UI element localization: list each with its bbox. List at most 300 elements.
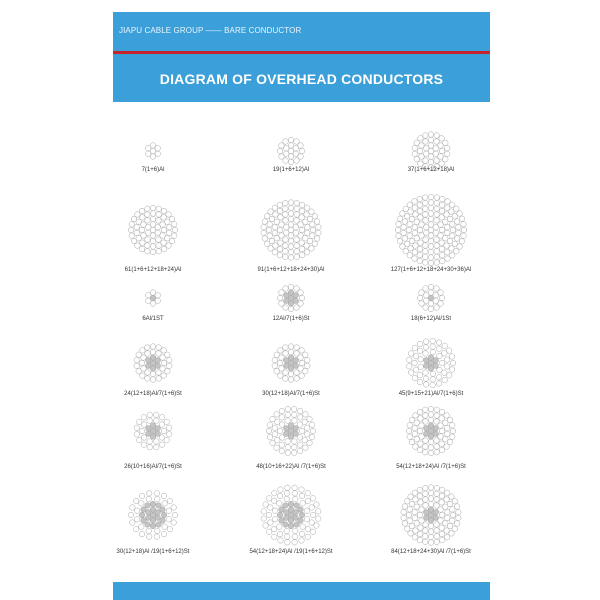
aluminium-strand (283, 370, 289, 376)
aluminium-strand (272, 363, 278, 369)
aluminium-strand (277, 524, 283, 530)
aluminium-strand (428, 540, 434, 546)
aluminium-strand (423, 407, 429, 413)
aluminium-strand (145, 151, 151, 157)
aluminium-strand (457, 211, 463, 217)
aluminium-strand (279, 422, 285, 428)
aluminium-strand (423, 133, 429, 139)
aluminium-strand (291, 406, 297, 412)
aluminium-strand (457, 244, 463, 250)
aluminium-strand (418, 161, 424, 167)
aluminium-strand (412, 151, 418, 157)
aluminium-strand (294, 286, 300, 292)
aluminium-strand (288, 137, 294, 143)
aluminium-strand (402, 504, 408, 510)
aluminium-strand (137, 419, 143, 425)
aluminium-strand (161, 215, 167, 221)
aluminium-strand (139, 493, 145, 499)
aluminium-strand (304, 205, 310, 211)
aluminium-strand (299, 487, 305, 493)
aluminium-strand (439, 512, 445, 518)
aluminium-strand (298, 290, 304, 296)
aluminium-strand (263, 502, 269, 508)
aluminium-strand (417, 537, 423, 543)
conductor-label: 6Al/1ST (142, 316, 164, 322)
aluminium-strand (140, 215, 146, 221)
aluminium-strand (423, 376, 429, 382)
steel-strand (160, 518, 166, 524)
conductor-label: 37(1+6+12+18)Al (407, 167, 455, 173)
aluminium-strand (428, 534, 434, 540)
aluminium-strand (434, 249, 440, 255)
aluminium-strand (423, 528, 429, 534)
aluminium-strand (278, 240, 284, 246)
aluminium-strand (266, 428, 272, 434)
aluminium-strand (294, 376, 300, 382)
aluminium-strand (439, 447, 445, 453)
aluminium-strand (274, 352, 280, 358)
aluminium-strand (146, 496, 152, 502)
aluminium-strand (167, 363, 173, 369)
aluminium-strand (297, 435, 303, 441)
aluminium-strand (439, 246, 445, 252)
aluminium-strand (444, 528, 450, 534)
aluminium-strand (400, 244, 406, 250)
aluminium-strand (285, 540, 291, 546)
aluminium-strand (285, 439, 291, 445)
steel-strand (279, 507, 285, 513)
aluminium-strand (428, 306, 434, 312)
aluminium-strand (145, 206, 151, 212)
aluminium-strand (428, 445, 434, 451)
aluminium-strand (449, 531, 455, 537)
aluminium-strand (444, 535, 450, 541)
aluminium-strand (407, 253, 413, 259)
aluminium-strand (133, 526, 139, 532)
aluminium-strand (136, 369, 142, 375)
aluminium-strand (299, 246, 305, 252)
aluminium-strand (141, 442, 147, 448)
aluminium-strand (135, 243, 141, 249)
aluminium-strand (155, 496, 161, 502)
aluminium-strand (434, 438, 440, 444)
aluminium-strand (404, 499, 410, 505)
aluminium-strand (445, 515, 451, 521)
aluminium-strand (139, 208, 145, 214)
aluminium-strand (292, 491, 298, 497)
aluminium-strand (264, 241, 270, 247)
aluminium-strand (412, 256, 418, 262)
aluminium-strand (419, 301, 425, 307)
aluminium-strand (428, 255, 434, 261)
aluminium-strand (268, 246, 274, 252)
aluminium-strand (171, 520, 177, 526)
conductor-cross-section (277, 137, 305, 165)
aluminium-strand (139, 531, 145, 537)
aluminium-strand (309, 505, 315, 511)
aluminium-strand (146, 534, 152, 540)
aluminium-strand (434, 254, 440, 260)
aluminium-strand (428, 205, 434, 211)
aluminium-strand (403, 206, 409, 212)
aluminium-strand (428, 529, 434, 535)
aluminium-strand (299, 215, 305, 221)
aluminium-strand (155, 293, 161, 299)
aluminium-strand (139, 524, 145, 530)
aluminium-strand (298, 143, 304, 149)
aluminium-strand (162, 501, 168, 507)
aluminium-strand (417, 227, 423, 233)
aluminium-strand (423, 206, 429, 212)
aluminium-strand (164, 437, 170, 443)
aluminium-strand (133, 498, 139, 504)
aluminium-strand (283, 305, 289, 311)
steel-strand (283, 522, 289, 528)
aluminium-strand (285, 412, 291, 418)
aluminium-strand (434, 158, 440, 164)
aluminium-strand (452, 499, 458, 505)
aluminium-strand (277, 252, 283, 258)
aluminium-strand (408, 494, 414, 500)
aluminium-strand (159, 435, 165, 441)
aluminium-strand (401, 230, 407, 236)
aluminium-strand (417, 409, 423, 415)
aluminium-strand (156, 237, 162, 243)
aluminium-strand (155, 146, 161, 152)
aluminium-strand (310, 512, 316, 518)
aluminium-strand (434, 444, 440, 450)
aluminium-strand (139, 428, 145, 434)
aluminium-strand (268, 520, 274, 526)
aluminium-strand (434, 407, 440, 413)
aluminium-strand (409, 439, 415, 445)
aluminium-strand (161, 493, 167, 499)
aluminium-strand (299, 538, 305, 544)
aluminium-strand (423, 218, 429, 224)
aluminium-strand (428, 244, 434, 250)
aluminium-strand (292, 439, 298, 445)
aluminium-strand (444, 357, 450, 363)
aluminium-strand (169, 238, 175, 244)
aluminium-strand (145, 351, 151, 357)
aluminium-strand (450, 512, 456, 518)
aluminium-strand (428, 412, 434, 418)
aluminium-strand (294, 212, 300, 218)
aluminium-strand (439, 428, 445, 434)
aluminium-strand (439, 360, 445, 366)
aluminium-strand (279, 290, 285, 296)
aluminium-strand (298, 154, 304, 160)
conductor-diagram-grid (113, 0, 490, 600)
steel-strand (298, 507, 304, 513)
aluminium-strand (303, 412, 309, 418)
aluminium-strand (304, 431, 310, 437)
steel-strand (294, 503, 300, 509)
aluminium-strand (154, 534, 160, 540)
aluminium-strand (436, 340, 442, 346)
aluminium-strand (423, 351, 429, 357)
aluminium-strand (283, 249, 289, 255)
aluminium-strand (145, 243, 151, 249)
aluminium-strand (430, 371, 436, 377)
aluminium-strand (291, 450, 297, 456)
steel-strand (150, 523, 156, 529)
aluminium-strand (167, 224, 173, 230)
aluminium-strand (312, 241, 318, 247)
aluminium-strand (456, 230, 462, 236)
aluminium-strand (154, 491, 160, 497)
aluminium-strand (434, 419, 440, 425)
aluminium-strand (288, 344, 294, 350)
aluminium-strand (128, 512, 134, 518)
aluminium-strand (428, 450, 434, 456)
conductor-label: 54(12+18+24)Al /7(1+6)St (396, 464, 466, 470)
aluminium-strand (299, 252, 305, 258)
aluminium-strand (150, 238, 156, 244)
aluminium-strand (447, 417, 453, 423)
conductor-cross-section (128, 205, 178, 255)
aluminium-strand (428, 238, 434, 244)
aluminium-strand (430, 377, 436, 383)
aluminium-strand (272, 357, 278, 363)
aluminium-strand (145, 345, 151, 351)
aluminium-strand (277, 246, 283, 252)
aluminium-strand (277, 295, 283, 301)
aluminium-strand (150, 249, 156, 255)
aluminium-strand (439, 161, 445, 167)
aluminium-strand (459, 216, 465, 222)
aluminium-strand (412, 509, 418, 515)
aluminium-strand (284, 534, 290, 540)
aluminium-strand (309, 434, 315, 440)
aluminium-strand (434, 413, 440, 419)
aluminium-strand (299, 373, 305, 379)
aluminium-strand (417, 246, 423, 252)
aluminium-strand (434, 497, 440, 503)
aluminium-strand (434, 528, 440, 534)
aluminium-strand (139, 501, 145, 507)
aluminium-strand (146, 528, 152, 534)
aluminium-strand (439, 136, 445, 142)
aluminium-strand (408, 531, 414, 537)
conductor-label: 30(12+18)Al /19(1+6+12)St (116, 549, 190, 555)
conductor-cross-section (261, 200, 321, 261)
aluminium-strand (412, 425, 418, 431)
aluminium-strand (304, 425, 310, 431)
aluminium-strand (292, 534, 298, 540)
aluminium-strand (305, 534, 311, 540)
aluminium-strand (439, 416, 445, 422)
aluminium-strand (418, 136, 424, 142)
aluminium-strand (172, 233, 178, 239)
aluminium-strand (417, 208, 423, 214)
aluminium-strand (270, 416, 276, 422)
aluminium-strand (417, 196, 423, 202)
aluminium-strand (283, 139, 289, 145)
aluminium-strand (304, 250, 310, 256)
aluminium-strand (267, 222, 273, 228)
aluminium-strand (412, 224, 418, 230)
aluminium-strand (147, 412, 153, 418)
aluminium-strand (434, 200, 440, 206)
aluminium-strand (139, 227, 145, 233)
aluminium-strand (284, 496, 290, 502)
aluminium-strand (442, 377, 448, 383)
aluminium-strand (413, 528, 419, 534)
aluminium-strand (264, 214, 270, 220)
aluminium-strand (407, 364, 413, 370)
conductor-label: 30(12+18)Al/7(1+6)St (262, 391, 320, 397)
aluminium-strand (444, 490, 450, 496)
aluminium-strand (461, 222, 467, 228)
aluminium-strand (439, 441, 445, 447)
aluminium-strand (277, 493, 283, 499)
aluminium-strand (423, 491, 429, 497)
aluminium-strand (439, 148, 445, 154)
aluminium-strand (417, 512, 423, 518)
aluminium-strand (437, 375, 443, 381)
conductor-cross-section (266, 406, 316, 455)
aluminium-strand (418, 500, 424, 506)
aluminium-strand (423, 260, 429, 266)
aluminium-strand (161, 208, 167, 214)
aluminium-strand (438, 290, 444, 296)
aluminium-strand (161, 531, 167, 537)
aluminium-strand (284, 528, 290, 534)
steel-strand (145, 522, 151, 528)
conductor-label: 48(10+16+22)Al /7(1+6)St (256, 464, 326, 470)
aluminium-strand (450, 428, 456, 434)
aluminium-strand (434, 491, 440, 497)
aluminium-strand (161, 240, 167, 246)
aluminium-strand (450, 507, 456, 513)
aluminium-strand (402, 521, 408, 527)
aluminium-strand (408, 370, 414, 376)
aluminium-strand (161, 373, 167, 379)
aluminium-strand (129, 233, 135, 239)
aluminium-strand (428, 496, 434, 502)
aluminium-strand (442, 351, 448, 357)
aluminium-strand (156, 218, 162, 224)
aluminium-strand (272, 250, 278, 256)
aluminium-strand (161, 428, 167, 434)
aluminium-strand (428, 501, 434, 507)
aluminium-strand (288, 205, 294, 211)
steel-strand (156, 522, 162, 528)
aluminium-strand (288, 284, 294, 290)
aluminium-strand (417, 531, 423, 537)
aluminium-strand (434, 539, 440, 545)
aluminium-strand (423, 305, 429, 311)
aluminium-strand (162, 524, 168, 530)
aluminium-strand (428, 406, 434, 412)
aluminium-strand (423, 370, 429, 376)
aluminium-strand (263, 523, 269, 529)
aluminium-strand (270, 440, 276, 446)
aluminium-strand (272, 205, 278, 211)
aluminium-strand (434, 503, 440, 509)
aluminium-strand (430, 349, 436, 355)
aluminium-strand (423, 497, 429, 503)
aluminium-strand (131, 238, 137, 244)
conductor-cross-section (417, 284, 445, 312)
aluminium-strand (454, 206, 460, 212)
aluminium-strand (439, 493, 445, 499)
aluminium-strand (261, 516, 267, 522)
aluminium-strand (272, 431, 278, 437)
conductor-label: 127(1+6+12+18+24+30+36)Al (390, 267, 472, 273)
aluminium-strand (310, 227, 316, 233)
aluminium-strand (161, 360, 167, 366)
aluminium-strand (134, 517, 140, 523)
aluminium-strand (445, 509, 451, 515)
aluminium-strand (161, 246, 167, 252)
aluminium-strand (449, 209, 455, 215)
aluminium-strand (442, 343, 448, 349)
aluminium-strand (277, 428, 283, 434)
aluminium-strand (300, 501, 306, 507)
aluminium-strand (285, 444, 291, 450)
aluminium-strand (304, 508, 310, 513)
aluminium-strand (300, 524, 306, 530)
aluminium-strand (412, 535, 418, 541)
aluminium-strand (267, 434, 273, 440)
aluminium-strand (423, 419, 429, 425)
aluminium-strand (418, 525, 424, 531)
aluminium-strand (423, 503, 429, 509)
aluminium-strand (159, 422, 165, 428)
aluminium-strand (418, 441, 424, 447)
aluminium-strand (288, 377, 294, 383)
aluminium-strand (145, 237, 151, 243)
aluminium-strand (407, 423, 413, 429)
steel-strand (141, 518, 147, 524)
aluminium-strand (449, 354, 455, 360)
aluminium-strand (316, 224, 322, 230)
aluminium-strand (434, 485, 440, 491)
conductor-cross-section (128, 491, 178, 540)
aluminium-strand (297, 408, 303, 414)
aluminium-strand (447, 439, 453, 445)
aluminium-strand (172, 227, 178, 233)
aluminium-strand (297, 422, 303, 428)
aluminium-strand (428, 260, 434, 266)
aluminium-strand (274, 445, 280, 451)
aluminium-strand (297, 415, 303, 421)
conductor-cross-section (145, 143, 160, 160)
aluminium-strand (140, 240, 146, 246)
aluminium-strand (130, 520, 136, 526)
aluminium-strand (288, 211, 294, 217)
aluminium-strand (423, 158, 429, 164)
aluminium-strand (310, 222, 316, 228)
aluminium-strand (171, 505, 177, 511)
aluminium-strand (164, 419, 170, 425)
aluminium-strand (147, 439, 153, 445)
aluminium-strand (444, 205, 450, 211)
aluminium-strand (434, 286, 440, 292)
aluminium-strand (461, 233, 467, 239)
aluminium-strand (266, 529, 272, 535)
aluminium-strand (134, 508, 140, 513)
aluminium-strand (439, 487, 445, 493)
aluminium-strand (449, 367, 455, 373)
conductor-label: 12Al/7(1+6)St (272, 316, 310, 322)
aluminium-strand (454, 219, 460, 225)
aluminium-strand (407, 233, 413, 239)
conductor-cross-section (407, 338, 456, 387)
aluminium-strand (430, 344, 436, 350)
